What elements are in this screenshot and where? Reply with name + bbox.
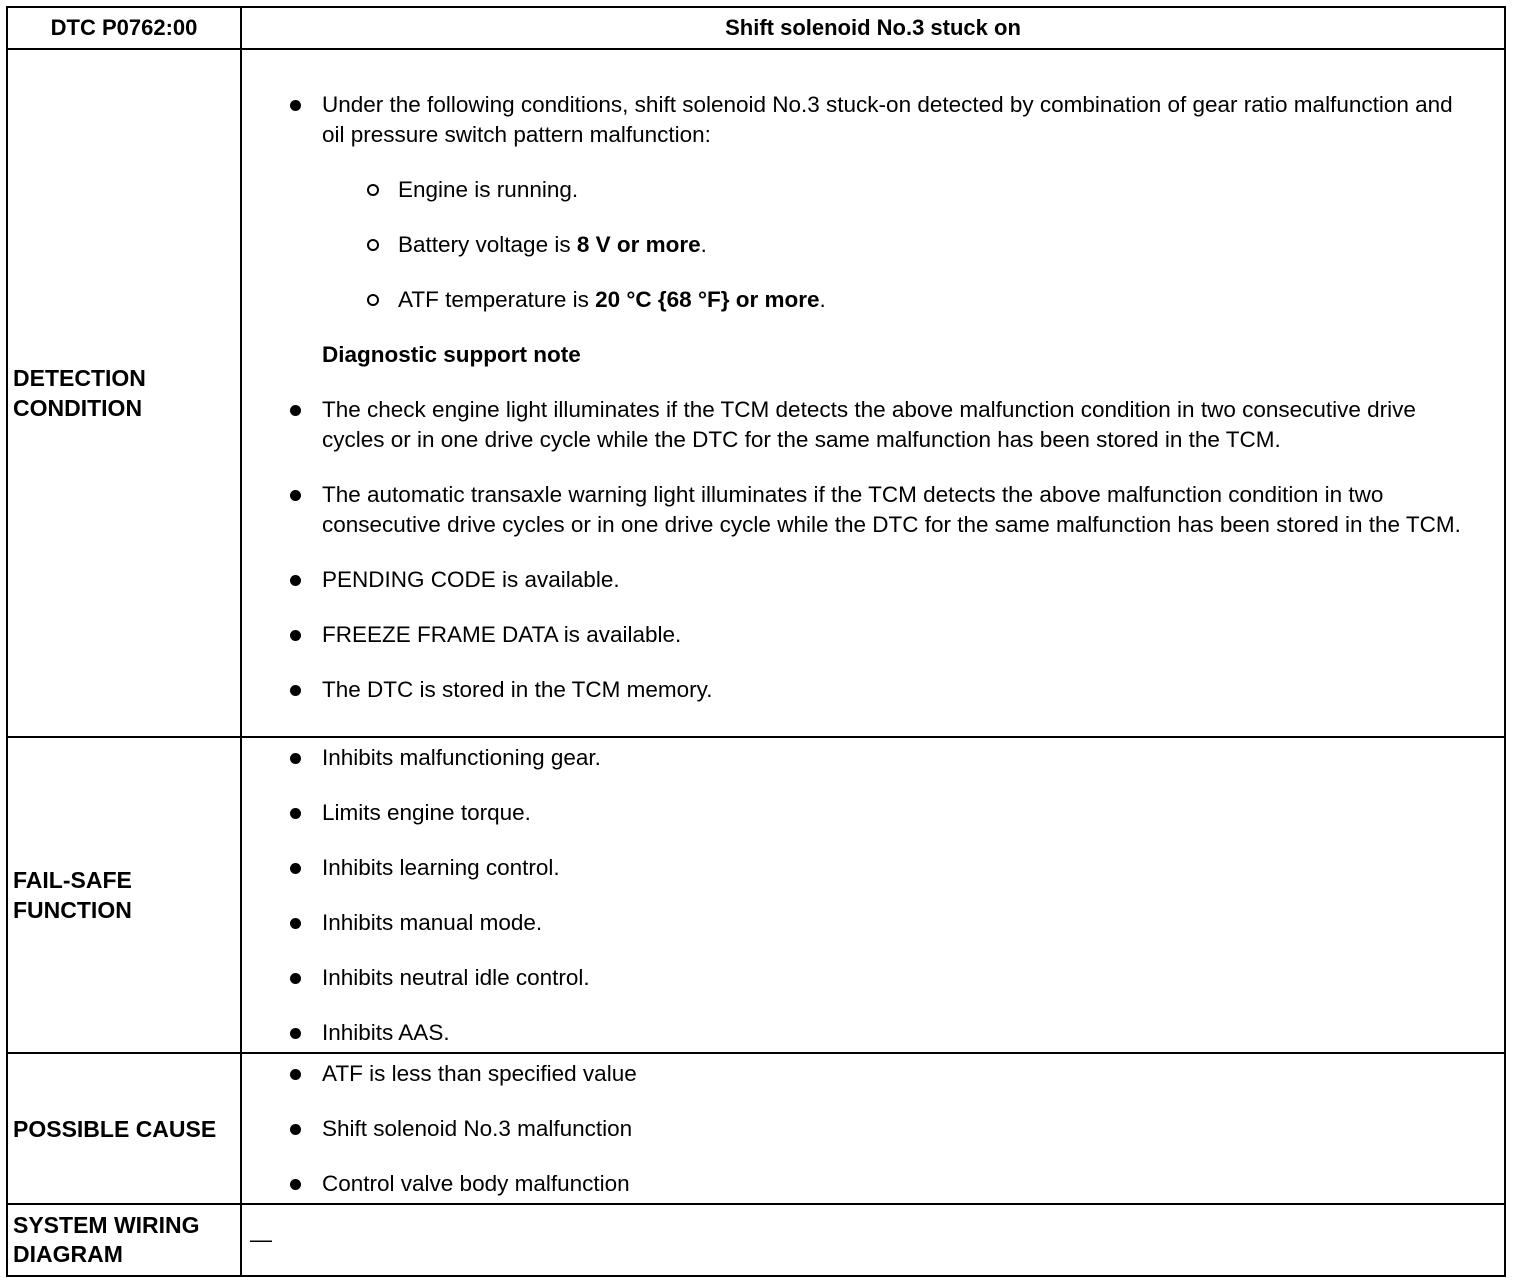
header-row [7, 7, 1505, 49]
failsafe-item: Inhibits learning control. [322, 853, 1464, 883]
diagnostic-note-heading: Diagnostic support note [322, 341, 581, 367]
wiring-value: — [250, 1227, 272, 1252]
condition-text: ATF temperature is [398, 286, 596, 312]
detection-intro: Under the following conditions, shift solenoid No.3 stuck-on detected by combination of gear ratio malfunction and oil pressure switch pattern malfunction: [322, 90, 1464, 150]
cause-content [241, 1053, 1505, 1204]
condition-text: . [819, 286, 826, 312]
condition-text: . [700, 231, 707, 257]
diagnostic-note-list [242, 395, 1504, 705]
detection-content [241, 49, 1505, 737]
cause-list [242, 1059, 1504, 1199]
condition-list [242, 175, 1504, 315]
failsafe-content [241, 737, 1505, 1053]
condition-text: Battery voltage is [398, 231, 577, 257]
detection-label-text: DETECTION CONDITION [13, 365, 146, 421]
detection-intro-list [242, 90, 1504, 150]
condition-item [398, 285, 1504, 315]
dtc-code: DTC P0762:00 [7, 7, 241, 49]
cause-item: ATF is less than specified value [322, 1059, 1464, 1089]
cause-item: Control valve body malfunction [322, 1169, 1464, 1199]
failsafe-item: Inhibits AAS. [322, 1018, 1464, 1048]
failsafe-label-text: FAIL-SAFE FUNCTION [13, 867, 132, 923]
wiring-content [241, 1204, 1505, 1276]
cause-label-text: POSSIBLE CAUSE [13, 1115, 217, 1142]
condition-value: 20 °C {68 °F} or more [595, 286, 820, 312]
note-item: FREEZE FRAME DATA is available. [322, 620, 1464, 650]
dtc-title: Shift solenoid No.3 stuck on [241, 7, 1505, 49]
cause-item: Shift solenoid No.3 malfunction [322, 1114, 1464, 1144]
condition-value: 8 V or more [576, 231, 701, 257]
failsafe-item: Limits engine torque. [322, 798, 1464, 828]
condition-item [398, 175, 1504, 205]
condition-item [398, 230, 1504, 260]
note-item: The check engine light illuminates if the TCM detects the above malfunction condition in two consecutive drive cycles or in one drive cycle while the DTC for the same malfunction has been stored in the TCM. [322, 395, 1464, 455]
failsafe-row [7, 737, 1505, 1053]
failsafe-item: Inhibits manual mode. [322, 908, 1464, 938]
note-item: PENDING CODE is available. [322, 565, 1464, 595]
detection-row [7, 49, 1505, 737]
failsafe-item: Inhibits malfunctioning gear. [322, 743, 1464, 773]
wiring-label-text: SYSTEM WIRING DIAGRAM [13, 1212, 200, 1267]
failsafe-item: Inhibits neutral idle control. [322, 963, 1464, 993]
note-item: The DTC is stored in the TCM memory. [322, 675, 1464, 705]
note-item: The automatic transaxle warning light illuminates if the TCM detects the above malfunction condition in two consecutive drive cycles or in one drive cycle while the DTC for the same malfunction has been stored in the TCM. [322, 480, 1464, 540]
cause-row [7, 1053, 1505, 1204]
condition-text: Engine is running. [398, 176, 579, 202]
wiring-label [7, 1204, 241, 1276]
wiring-row [7, 1204, 1505, 1276]
failsafe-label [7, 737, 241, 1053]
dtc-table [6, 6, 1506, 1277]
detection-label [7, 49, 241, 737]
failsafe-list [242, 743, 1504, 1048]
cause-label [7, 1053, 241, 1204]
